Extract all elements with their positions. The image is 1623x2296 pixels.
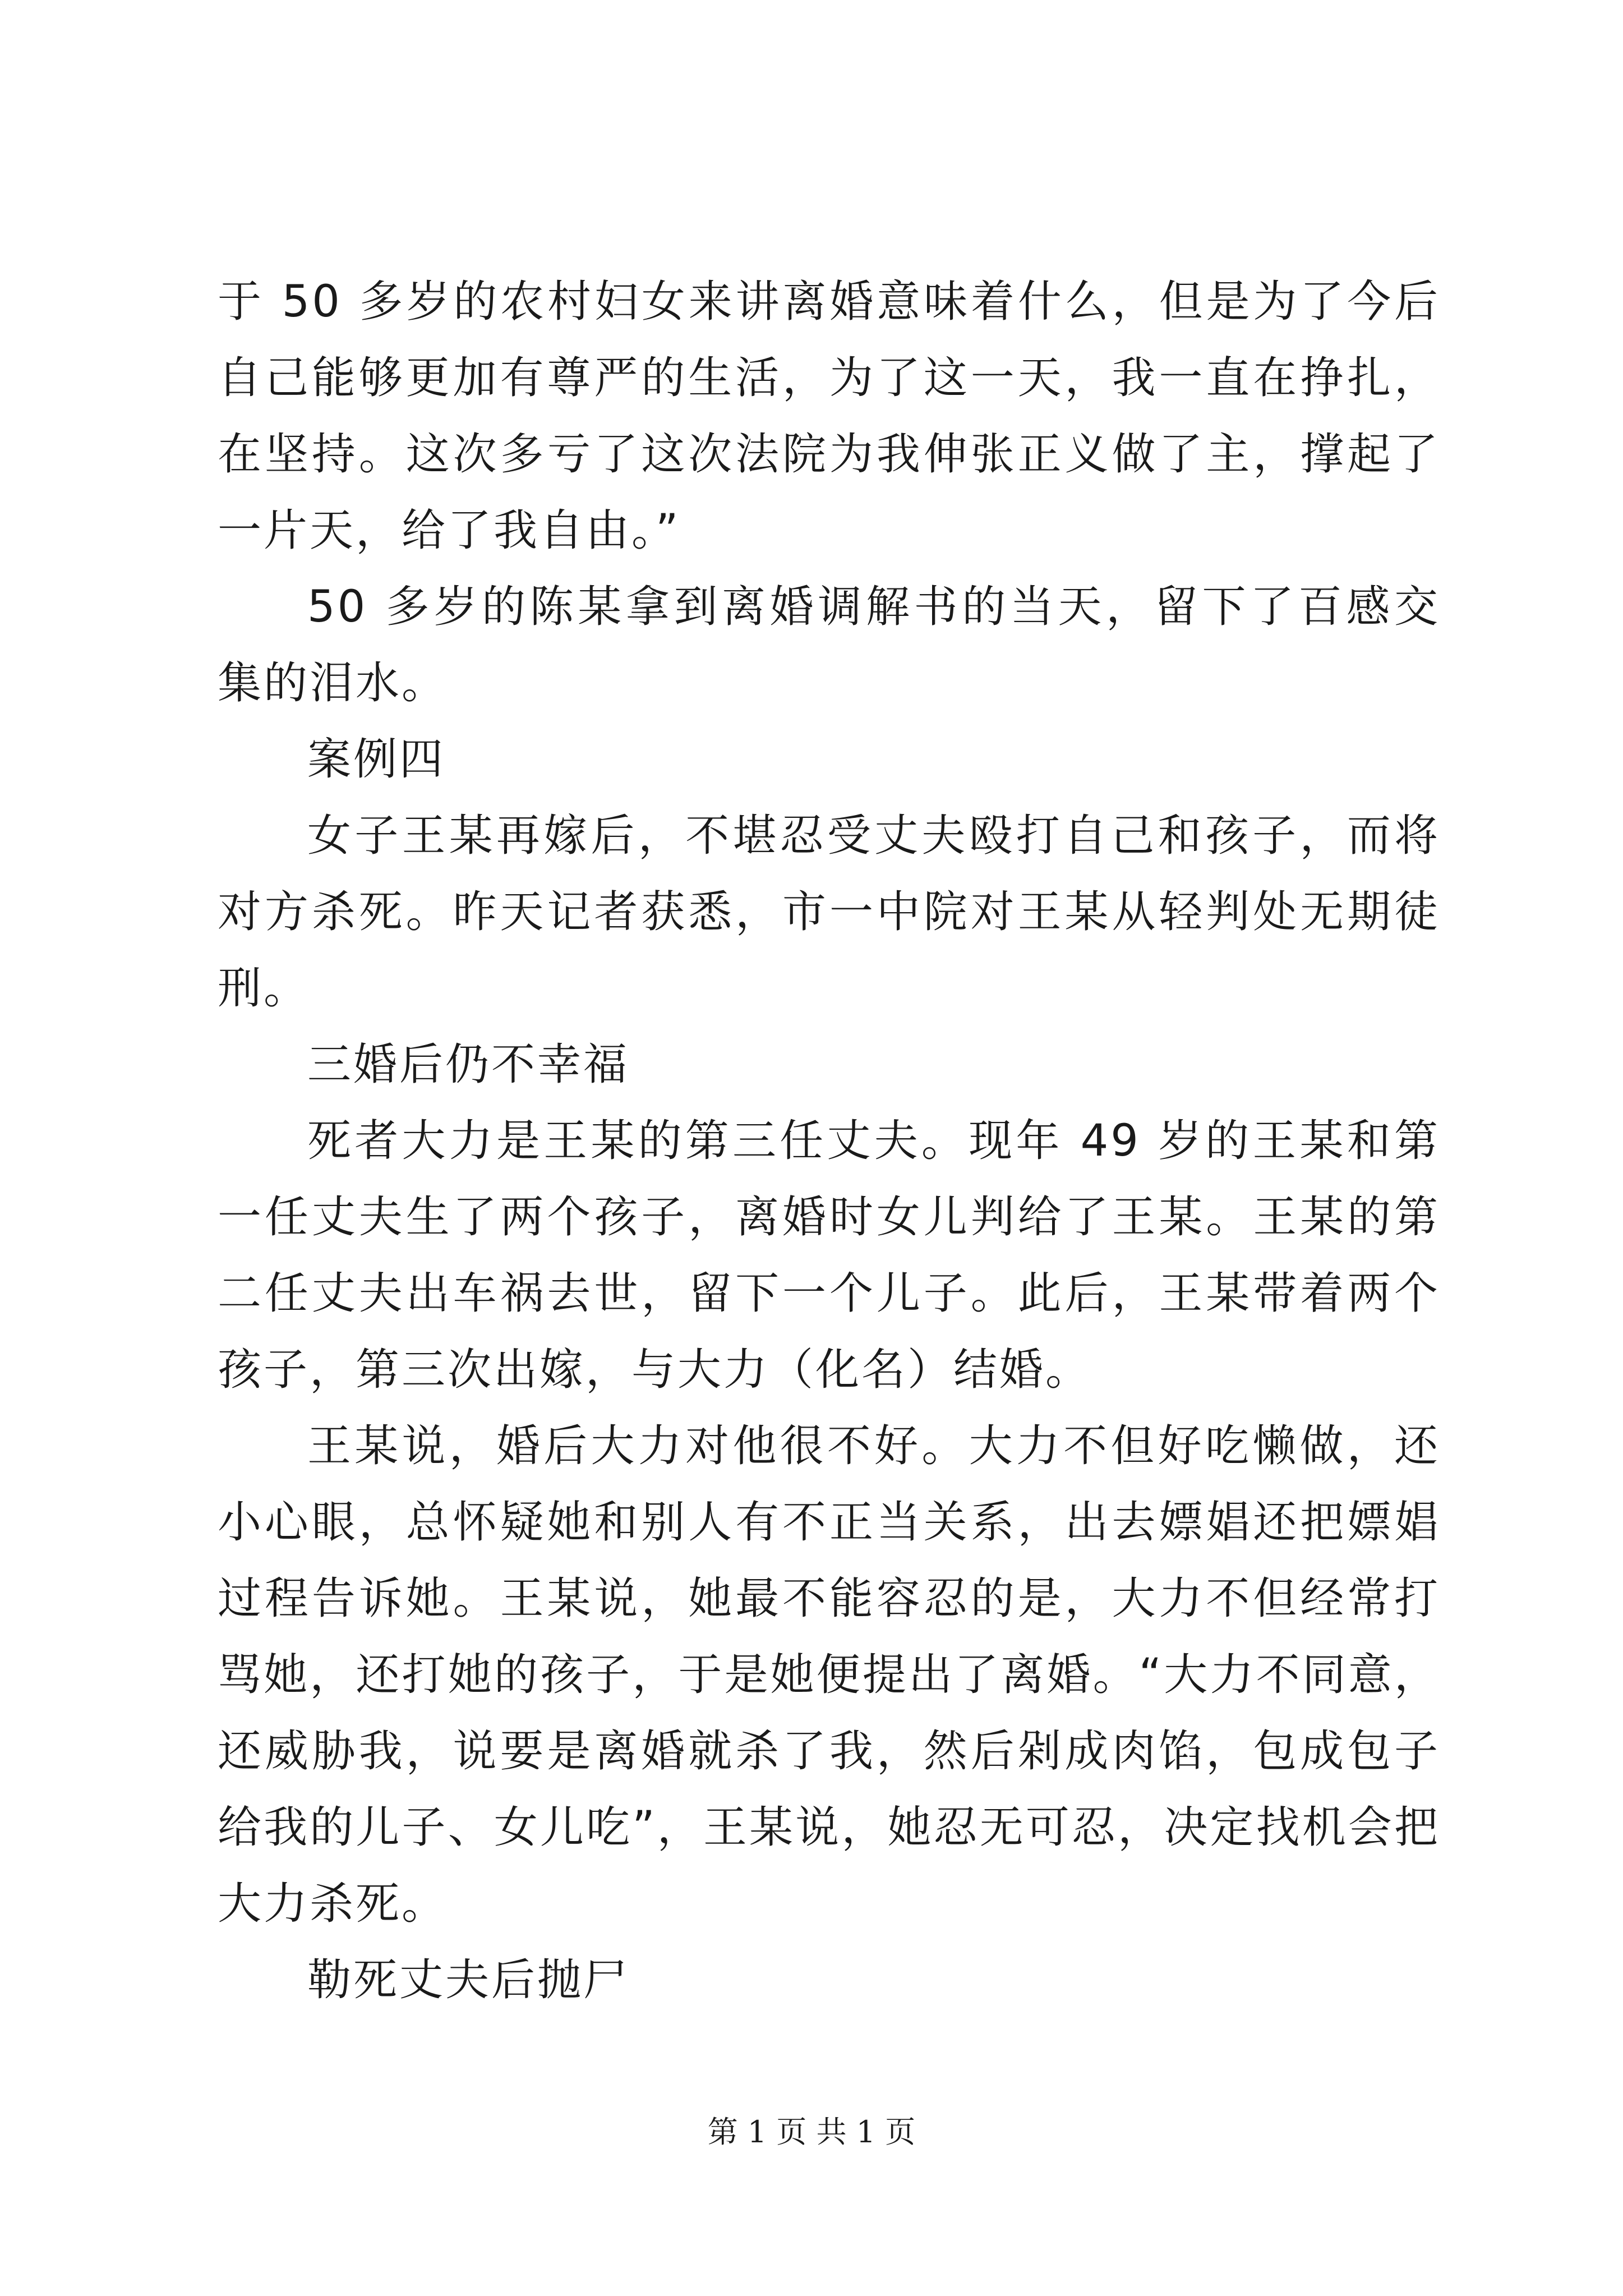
subheading-body-disposal: 勒死丈夫后抛尸 (307, 1955, 630, 2005)
section-heading-case-four: 案例四 (307, 734, 446, 785)
paragraph-chen-tears: 50 多岁的陈某拿到离婚调解书的当天，留下了百感交集的泪水。 (218, 582, 1440, 708)
paragraph-case-summary: 女子王某再嫁后，不堪忍受丈夫殴打自己和孩子，而将对方杀死。昨天记者获悉，市一中院对王某从轻判处无期徒刑。 (218, 811, 1440, 1014)
subheading-third-marriage: 三婚后仍不幸福 (307, 1039, 630, 1090)
page-number-footer: 第 1 页 共 1 页 (707, 2114, 916, 2150)
paragraph-abuse-account: 王某说，婚后大力对他很不好。大力不但好吃懒做，还小心眼，总怀疑她和别人有不正当关系，出去嫖娼还把嫖娼过程告诉她。王某说，她最不能容忍的是，大力不但经常打骂她，还打她的孩子，于是她便提出了离婚。“大力不同意，还威胁我，说要是离婚就杀了我，然后剁成肉馅，包成包子给我的儿子、女儿吃”，王某说，她忍无可忍，决定找机会把大力杀死。 (218, 1421, 1440, 1929)
paragraph-marriage-history: 死者大力是王某的第三任丈夫。现年 49 岁的王某和第一任丈夫生了两个孩子，离婚时女儿判给了王某。王某的第二任丈夫出车祸去世，留下一个儿子。此后，王某带着两个孩子，第三次出嫁，与大力（化名）结婚。 (218, 1116, 1440, 1395)
document-body (218, 264, 1440, 2018)
paragraph-continuation: 于 50 多岁的农村妇女来讲离婚意味着什么，但是为了今后自己能够更加有尊严的生活，为了这一天，我一直在挣扎，在坚持。这次多亏了这次法院为我伸张正义做了主，撑起了一片天，给了我自由。” (218, 277, 1440, 556)
